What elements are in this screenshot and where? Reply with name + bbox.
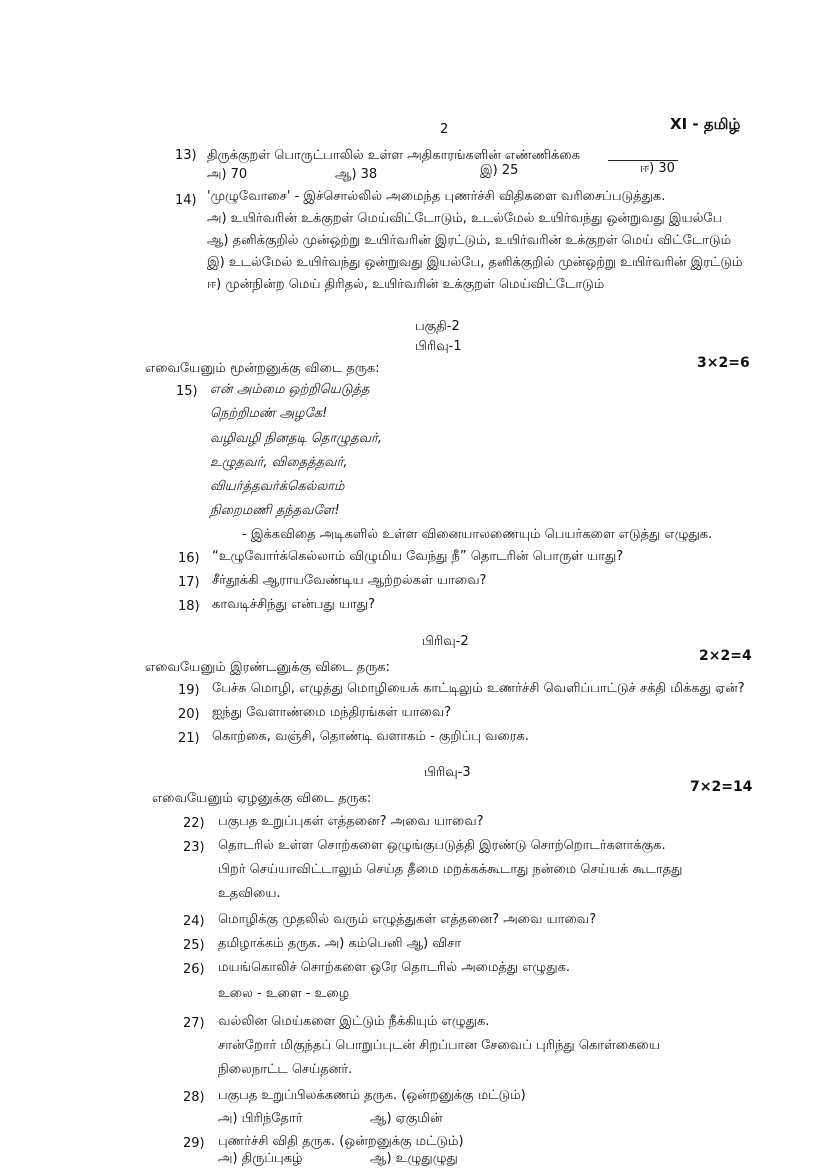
question-25-number: 25) — [183, 938, 205, 953]
section-3-marks: 7×2=14 — [690, 779, 753, 795]
question-28-text: பகுபத உறுப்பிலக்கணம் தருக. (ஒன்றனுக்கு மட்டும்) — [218, 1088, 526, 1103]
question-16-number: 16) — [178, 551, 200, 566]
question-23-number: 23) — [183, 840, 205, 855]
question-22-text: பகுபத உறுப்புகள் எத்தனை? அவை யாவை? — [218, 814, 484, 829]
question-26-text: மயங்கொலிச் சொற்களை ஒரே தொடரில் அமைத்து எழுதுக. — [218, 960, 571, 975]
question-15-number: 15) — [176, 384, 198, 399]
question-27-number: 27) — [183, 1016, 205, 1031]
question-17-number: 17) — [178, 575, 200, 590]
question-24-text: மொழிக்கு முதலில் வரும் எழுத்துகள் எத்தனை? அவை யாவை? — [218, 912, 597, 927]
question-17-text: சீர்தூக்கி ஆராயவேண்டிய ஆற்றல்கள் யாவை? — [212, 573, 487, 588]
question-28-number: 28) — [183, 1090, 205, 1105]
question-23-line: பிறர் செய்யாவிட்டாலும் செய்த தீமை மறக்கக்கூடாது நன்மை செய்யக் கூடாதது — [218, 862, 683, 877]
question-27-text: வல்லின மெய்களை இட்டும் நீக்கியும் எழுதுக. — [218, 1014, 490, 1029]
question-26-number: 26) — [183, 962, 205, 977]
q14-option-d: ஈ) முன்நின்ற மெய் திரிதல், உயிர்வரின் உக்குறள் மெய்விட்டோடும் — [207, 277, 605, 292]
section-2-marks: 2×2=4 — [699, 648, 752, 664]
question-19-number: 19) — [178, 683, 200, 698]
poem-line: நிறைமணி தந்தவளே! — [210, 503, 340, 518]
q28-option-a: அ) பிரிந்தோர் — [218, 1111, 303, 1126]
section-1-marks: 3×2=6 — [697, 355, 750, 371]
poem-line: வியர்த்தவர்க்கெல்லாம் — [210, 479, 345, 494]
section-2-instruction: எவையேனும் இரண்டனுக்கு விடை தருக: — [145, 660, 390, 675]
section-3-title: பிரிவு-3 — [424, 765, 471, 780]
subject-header: XI - தமிழ் — [670, 115, 741, 133]
question-29-number: 29) — [183, 1136, 205, 1151]
question-29-text: புணர்ச்சி விதி தருக. (ஒன்றனுக்கு மட்டும்) — [218, 1134, 464, 1149]
question-26-line: உலை - உளை - உழை — [218, 986, 350, 1001]
q13-option-b: ஆ) 38 — [335, 167, 378, 182]
question-20-number: 20) — [178, 707, 200, 722]
question-24-number: 24) — [183, 914, 205, 929]
question-20-text: ஐந்து வேளாண்மை மந்திரங்கள் யாவை? — [212, 705, 452, 720]
q14-option-b: ஆ) தனிக்குறில் முன்ஒற்று உயிர்வரின் இரட்டும், உயிர்வரின் உக்குறள் மெய் விட்டோடும் — [207, 233, 732, 248]
question-16-text: “உழுவோர்க்கெல்லாம் விழுமிய வேந்து நீ” தொடரின் பொருள் யாது? — [212, 549, 624, 564]
question-13-number: 13) — [175, 148, 197, 163]
q29-option-a: அ) திருப்புகழ் — [218, 1151, 303, 1166]
question-15-text: - இக்கவிதை அடிகளில் உள்ள வினையாலணையும் பெயர்களை எடுத்து எழுதுக. — [242, 527, 713, 542]
section-2-title: பிரிவு-2 — [422, 634, 469, 649]
q29-option-b: ஆ) உழுதுழுது — [370, 1151, 458, 1166]
question-25-text: தமிழாக்கம் தருக. அ) கம்பெனி ஆ) விசா — [218, 936, 462, 951]
section-1-title: பிரிவு-1 — [415, 339, 462, 354]
question-23-line: உதவியை. — [218, 886, 281, 901]
section-1-instruction: எவையேனும் மூன்றனுக்கு விடை தருக: — [145, 361, 380, 376]
poem-line: நெற்றிமண் அழகே! — [210, 406, 328, 421]
q13-option-d: ஈ) 30 — [640, 161, 675, 176]
q13-option-a: அ) 70 — [207, 167, 248, 182]
page-number: 2 — [440, 122, 449, 137]
q13-option-c: இ) 25 — [480, 163, 519, 178]
q14-option-c: இ) உடல்மேல் உயிர்வந்து ஒன்றுவது இயல்பே, தனிக்குறில் முன்ஒற்று உயிர்வரின் இரட்டும் — [207, 255, 743, 270]
question-14-text: 'முழுவோசை' - இச்சொல்லில் அமைந்த புணர்ச்சி விதிகளை வரிசைப்படுத்துக. — [207, 189, 666, 204]
question-14-number: 14) — [175, 193, 197, 208]
question-23-text: தொடரில் உள்ள சொற்களை ஒழுங்குபடுத்தி இரண்டு சொற்றொடர்களாக்குக. — [218, 838, 666, 853]
part-2-title: பகுதி-2 — [415, 319, 460, 334]
question-13-text: திருக்குறள் பொருட்பாலில் உள்ள அதிகாரங்களின் எண்ணிக்கை — [207, 148, 580, 163]
q28-option-b: ஆ) ஏகுமின் — [370, 1111, 443, 1126]
question-18-text: காவடிச்சிந்து என்பது யாது? — [212, 597, 375, 612]
question-18-number: 18) — [178, 599, 200, 614]
poem-line: என் அம்மை ஒற்றியெடுத்த — [210, 382, 370, 397]
q14-option-a: அ) உயிர்வரின் உக்குறள் மெய்விட்டோடும், உடல்மேல் உயிர்வந்து ஒன்றுவது இயல்பே — [207, 211, 723, 226]
question-22-number: 22) — [183, 816, 205, 831]
question-27-line: நிலைநாட்ட செய்தனர். — [218, 1062, 353, 1077]
question-19-text: பேச்சு மொழி, எழுத்து மொழியைக் காட்டிலும் உணர்ச்சி வெளிப்பாட்டுச் சக்தி மிக்கது ஏன்? — [212, 681, 745, 696]
question-21-text: கொற்கை, வஞ்சி, தொண்டி வளாகம் - குறிப்பு வரைக. — [212, 729, 529, 744]
poem-line: வழிவழி நினதடி தொழுதவர், — [210, 431, 383, 446]
question-27-line: சான்றோர் மிகுந்தப் பொறுப்புடன் சிறப்பான சேவைப் புரிந்து கொள்கையை — [218, 1038, 660, 1053]
section-3-instruction: எவையேனும் ஏழனுக்கு விடை தருக: — [152, 791, 372, 806]
question-21-number: 21) — [178, 731, 200, 746]
poem-line: உழுதவர், விதைத்தவர், — [210, 455, 348, 470]
